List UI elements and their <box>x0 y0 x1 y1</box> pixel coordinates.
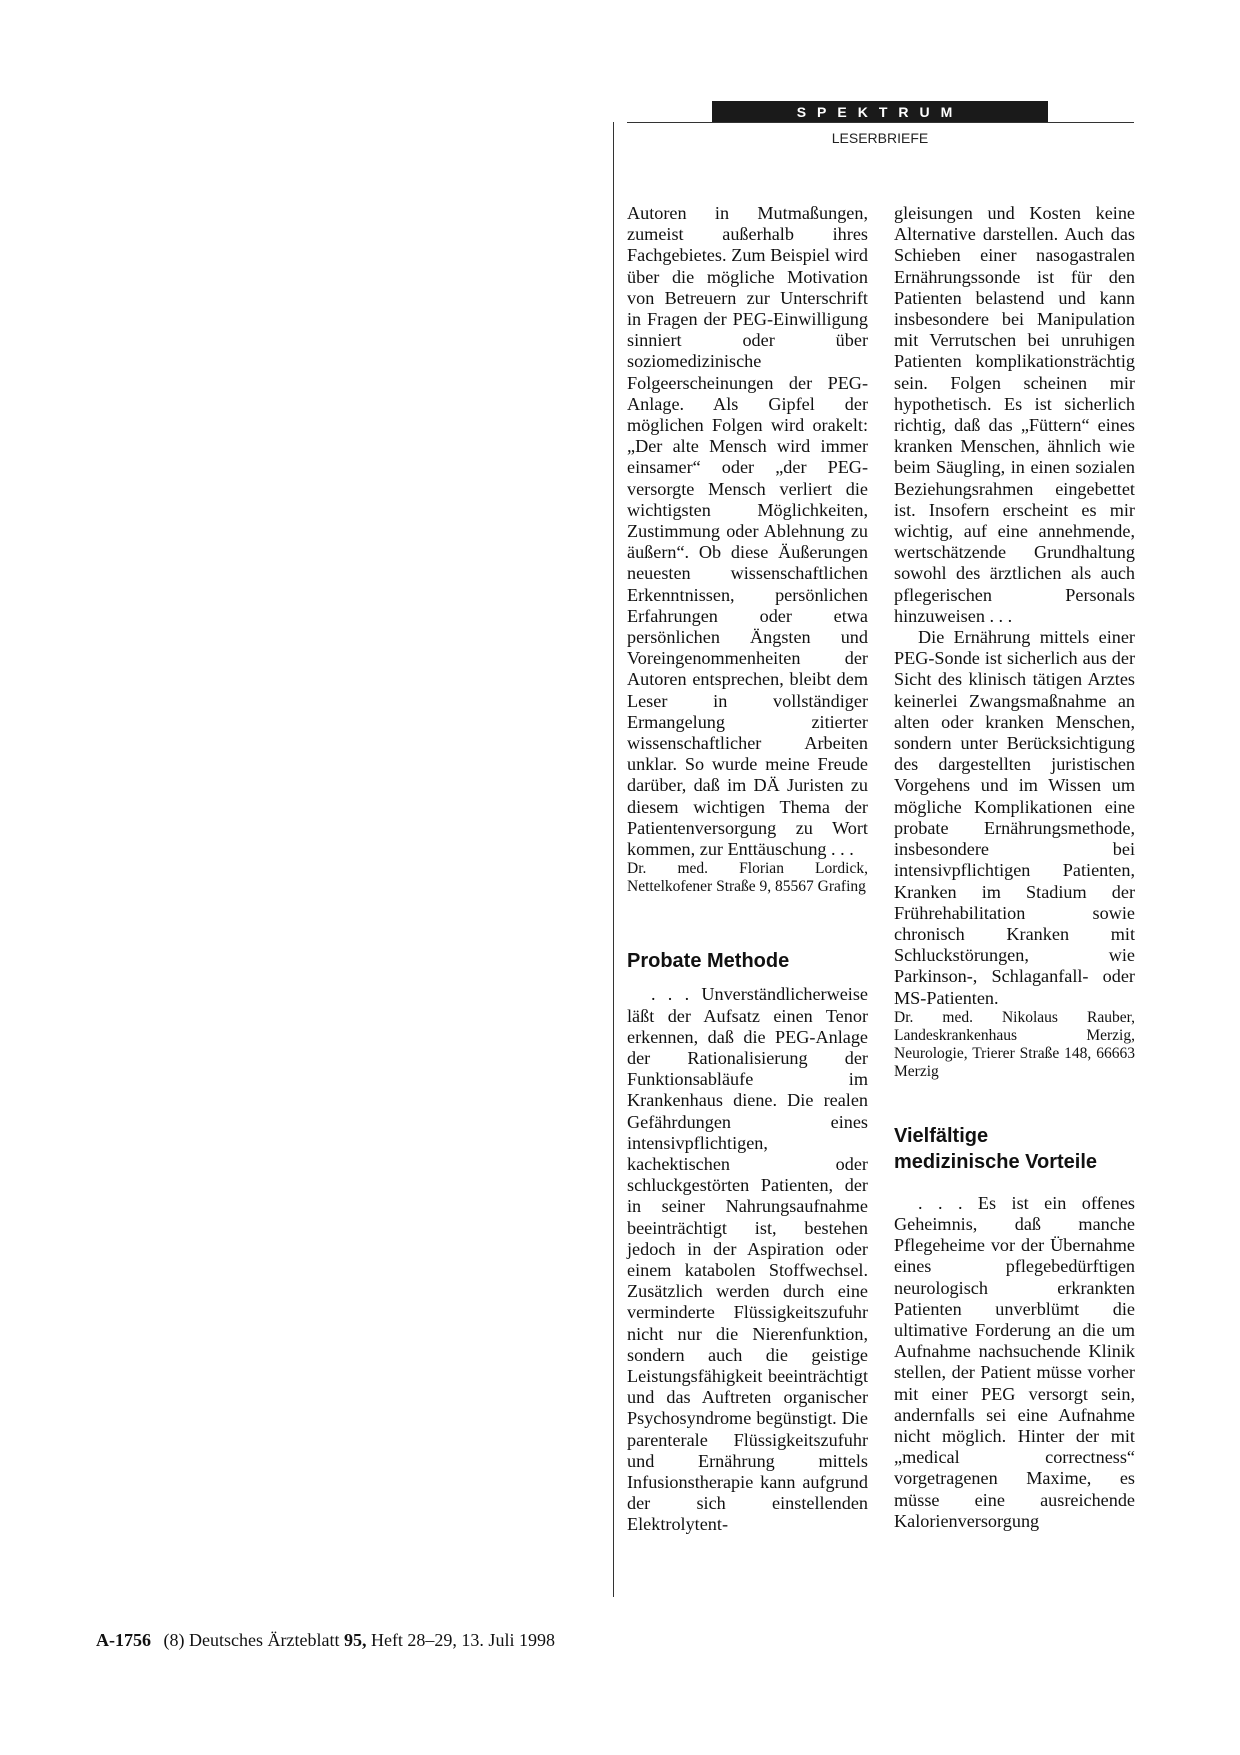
page-number: A-1756 <box>96 1630 151 1650</box>
letter-paragraph: gleisungen und Kosten keine Alternative darstellen. Auch das Schieben einer nasogastralen Ernährungssonde ist für den Patienten belastend und kann insbesondere bei Manipulation mit Verrutschen bei unruhigen Patienten komplikationsträchtig sein. Folgen scheinen mir hypothetisch. Es ist sicherlich richtig, daß das „Füttern“ eines kranken Menschen, ähnlich wie beim Säugling, in einen sozialen Beziehungsrahmen eingebettet ist. Insofern erscheint es mir wichtig, auf eine annehmende, wertschätzende Grundhaltung sowohl des ärztlichen als auch pflegerischen Personals hinzuweisen . . . <box>894 203 1135 626</box>
letter-signature: Dr. med. Florian Lordick, Nettelkofener Straße 9, 85567 Grafing <box>627 860 868 896</box>
letter-headline: Probate Methode <box>627 950 790 973</box>
letter-paragraph: . . . Unverständlicherweise läßt der Aufsatz einen Tenor erkennen, daß die PEG-Anlage der Rationalisierung der Funktionsabläufe im Krankenhaus diene. Die realen Gefährdungen eines intensivpflichtigen, kachektischen oder schluckgestörten Patienten, der in seiner Nahrungsaufnahme beeinträchtigt ist, bestehen jedoch in der Aspiration oder einem katabolen Stoffwechsel. Zusätzlich werden durch eine verminderte Flüssigkeitszufuhr nicht nur die Nierenfunktion, sondern auch die geistige Leistungsfähigkeit beeinträchtigt und das Auftreten organischer Psychosyndrome begünstigt. Die parenterale Flüssigkeitszufuhr und Ernährung mittels Infusionstherapie kann aufgrund der sich einstellenden Elektrolytent- <box>627 984 868 1535</box>
volume-number: 95, <box>343 1630 367 1650</box>
letter-paragraph: . . . Es ist ein offenes Geheimnis, daß manche Pflegeheime vor der Übernahme eines pflegebedürftigen neurologisch erkrankten Patienten unverblümt die ultimative Forderung an die um Aufnahme nachsuchende Klinik stellen, der Patient müsse vorher mit einer PEG versorgt sein, andernfalls sei eine Aufnahme nicht möglich. Hinter der mit „medical correctness“ vorgetragenen Maxime, es müsse eine ausreichende Kalorienversorgung <box>894 1192 1135 1531</box>
letter-paragraph: Autoren in Mutmaßungen, zumeist außerhalb ihres Fachgebietes. Zum Beispiel wird über die mögliche Motivation von Betreuern zur Unterschrift in Fragen der PEG-Einwilligung sinniert oder über soziomedizinische Folgeerscheinungen der PEG-Anlage. Als Gipfel der möglichen Folgen wird orakelt: „Der alte Mensch wird immer einsamer“ oder „der PEG-versorgte Mensch verliert die wichtigsten Möglichkeiten, Zustimmung oder Ablehnung zu äußern“. Ob diese Äußerungen neuesten wissenschaftlichen Erkenntnissen, persönlichen Erfahrungen oder etwa persönlichen Ängsten und Voreingenommenheiten der Autoren entsprechen, bleibt dem Leser in vollständiger Ermangelung zitierter wissenschaftlicher Arbeiten unklar. So wurde meine Freude darüber, daß im DÄ Juristen zu diesem wichtigen Thema der Patientenversorgung zu Wort kommen, zur Enttäuschung . . . <box>627 203 868 860</box>
headline-line: medizinische Vorteile <box>894 1150 1098 1173</box>
letter-headline <box>894 1123 1135 1175</box>
journal-name: Deutsches Ärzteblatt <box>189 1630 340 1650</box>
subsection-label: LESERBRIEFE <box>831 130 929 146</box>
issue-number: (8) <box>163 1630 185 1650</box>
header-rule <box>627 122 1134 123</box>
text-column-left <box>627 203 868 1536</box>
headline-line: Vielfältige <box>894 1124 989 1147</box>
page-footer <box>96 1630 555 1651</box>
section-banner: SPEKTRUM <box>712 101 1048 123</box>
issue-date: Heft 28–29, 13. Juli 1998 <box>370 1630 555 1650</box>
letter-signature: Dr. med. Nikolaus Rauber, Landeskrankenhaus Merzig, Neurologie, Trierer Straße 148, 66663 Merzig <box>894 1008 1135 1080</box>
column-rule <box>613 122 614 1597</box>
text-column-right <box>894 203 1135 1532</box>
letter-paragraph: Die Ernährung mittels einer PEG-Sonde ist sicherlich aus der Sicht des klinisch tätigen Arztes keinerlei Zwangsmaßnahme an alten oder kranken Menschen, sondern unter Berücksichtigung des dargestellten juristischen Vorgehens und im Wissen um mögliche Komplikationen eine probate Ernährungsmethode, insbesondere bei intensivpflichtigen Patienten, Kranken im Stadium der Frührehabilitation sowie chronisch Kranken mit Schluckstörungen, wie Parkinson-, Schlaganfall- oder MS-Patienten. <box>894 627 1135 1008</box>
